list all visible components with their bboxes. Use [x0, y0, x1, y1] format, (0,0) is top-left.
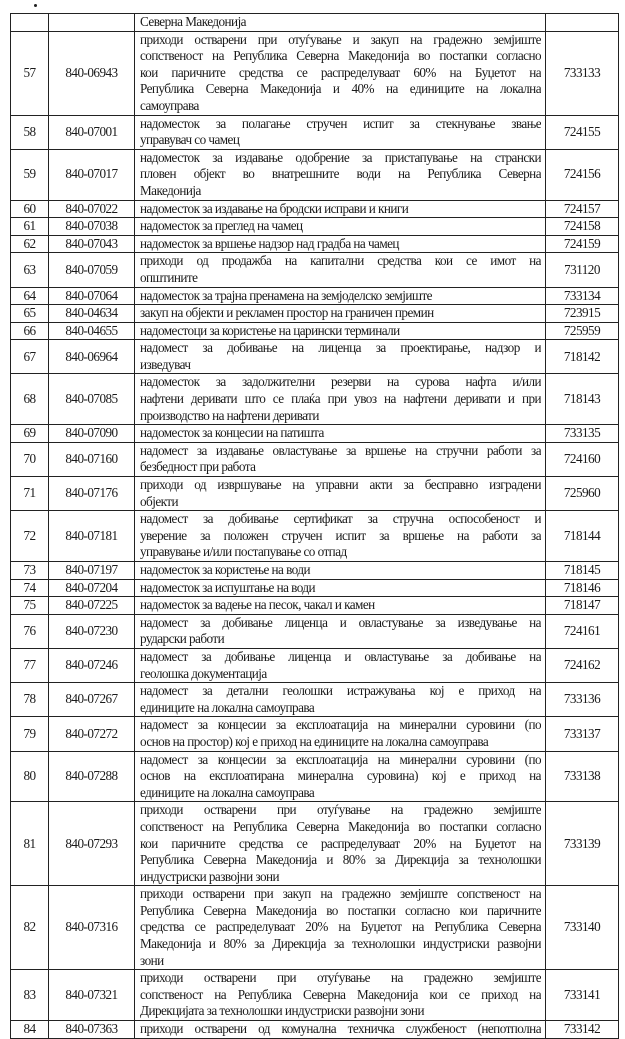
scan-speck	[34, 4, 37, 7]
description-line: Македонија и 80% за Дирекција за технолошки индустриски развојни	[140, 936, 541, 952]
row-number: 74	[11, 579, 49, 597]
description-line: надоместок за вадење на песок, чакал и камен	[140, 597, 375, 613]
revenue-description	[135, 425, 546, 443]
description-line: надомест за концесии за експлоатација на минерални суровини (по	[140, 751, 541, 767]
table-row	[11, 253, 619, 287]
description-line: Република Северна Македонија во постапки согласно кои паричните	[140, 902, 541, 918]
revenue-code: 840-07090	[49, 425, 135, 443]
row-number: 57	[11, 31, 49, 115]
description-line: приходи остварени при отуѓување на градежно земјиште	[140, 970, 541, 986]
account-number: 733137	[546, 717, 619, 751]
account-number: 724157	[546, 200, 619, 218]
revenue-description	[135, 511, 546, 562]
account-number: 724156	[546, 149, 619, 200]
revenue-code: 840-07001	[49, 115, 135, 149]
table-row	[11, 648, 619, 682]
account-number: 718146	[546, 579, 619, 597]
description-line: единиците на локална самоуправа	[140, 784, 315, 800]
description-line: надоместок за вршење надзор над градба на чамец	[140, 235, 399, 251]
description-line: приходи од продажба на капитални средства кои се имот на	[140, 253, 541, 269]
description-line: надомест за добивање лиценца и овластување за изведување на	[140, 614, 541, 630]
description-line: Република Северна Македонија и 80% за Дирекција за технолошки	[140, 852, 541, 868]
revenue-description	[135, 253, 546, 287]
revenue-description	[135, 886, 546, 970]
description-line: надоместок за задолжителни резерви на сурова нафта и/или	[140, 374, 541, 390]
account-number: 725960	[546, 477, 619, 511]
revenue-code: 840-07363	[49, 1021, 135, 1039]
table-row	[11, 802, 619, 886]
row-number: 62	[11, 235, 49, 253]
description-line: надоместок за концесии на патишта	[140, 425, 324, 441]
revenue-code: 840-07293	[49, 802, 135, 886]
revenue-code	[49, 14, 135, 32]
row-number: 71	[11, 477, 49, 511]
revenue-description	[135, 322, 546, 340]
row-number: 67	[11, 340, 49, 374]
revenue-code: 840-06943	[49, 31, 135, 115]
description-line: надоместок за издавање на бродски исправи и книги	[140, 200, 409, 216]
row-number: 64	[11, 287, 49, 305]
description-line: рударски работи	[140, 631, 225, 647]
account-number: 733141	[546, 970, 619, 1021]
account-number: 718143	[546, 374, 619, 425]
description-line: единиците на локална самоуправа	[140, 699, 315, 715]
revenue-code: 840-07230	[49, 614, 135, 648]
revenue-code: 840-07267	[49, 683, 135, 717]
row-number: 73	[11, 562, 49, 580]
row-number: 76	[11, 614, 49, 648]
table-row	[11, 511, 619, 562]
description-line: Дирекцијата за технолошки индустриски развојни зони	[140, 1003, 424, 1019]
revenue-description	[135, 597, 546, 615]
account-number: 733138	[546, 751, 619, 802]
revenue-description	[135, 751, 546, 802]
revenue-code: 840-07160	[49, 442, 135, 476]
description-line: сопственост на Република Северна Македонија во постапки согласно	[140, 818, 541, 834]
revenue-code: 840-07181	[49, 511, 135, 562]
description-line: Република Северна Македонија и 40% на единиците на локална	[140, 81, 541, 97]
revenue-description	[135, 802, 546, 886]
table-row	[11, 31, 619, 115]
revenue-code: 840-07272	[49, 717, 135, 751]
revenue-description	[135, 442, 546, 476]
description-line: зони	[140, 952, 164, 968]
description-line: нафтени деривати што се плаќа при увоз на нафтени деривати и при	[140, 391, 541, 407]
description-line: надомест за добивање сертификат за стручна оспособеност и	[140, 511, 541, 527]
row-number: 83	[11, 970, 49, 1021]
description-line: надоместок за издавање одобрение за пристапување на странски	[140, 149, 541, 165]
row-number: 70	[11, 442, 49, 476]
revenue-description	[135, 562, 546, 580]
table-row	[11, 442, 619, 476]
table-row	[11, 200, 619, 218]
revenue-code: 840-07288	[49, 751, 135, 802]
revenue-code: 840-06964	[49, 340, 135, 374]
account-number: 733140	[546, 886, 619, 970]
description-line: пловен објект во внатрешните води на Република Северна	[140, 166, 541, 182]
account-number: 733134	[546, 287, 619, 305]
description-line: безбедност при работа	[140, 459, 256, 475]
revenue-description	[135, 340, 546, 374]
description-line: надоместок за користење на води	[140, 562, 311, 577]
description-line: изведувач	[140, 356, 191, 372]
description-line: кои паричните средства се распределуваат 60% на Буџетот на	[140, 64, 541, 80]
account-number: 724159	[546, 235, 619, 253]
description-line: основ на експлоатирана минерална суровина) кој е приход на	[140, 768, 541, 784]
account-number: 718144	[546, 511, 619, 562]
row-number: 60	[11, 200, 49, 218]
revenue-description	[135, 14, 546, 32]
account-number: 731120	[546, 253, 619, 287]
revenue-code: 840-07022	[49, 200, 135, 218]
revenue-code: 840-07246	[49, 648, 135, 682]
account-number: 723915	[546, 305, 619, 323]
revenue-description	[135, 200, 546, 218]
description-line: основ на простор) кој е приход на единиците на локална самоуправа	[140, 733, 489, 749]
description-line: средства се распределуваат 20% на Буџетот на Република Северна	[140, 919, 541, 935]
account-number: 724162	[546, 648, 619, 682]
table-row	[11, 287, 619, 305]
description-line: сопственост на Република Северна Македонија кои се приход на	[140, 986, 541, 1002]
revenue-description	[135, 235, 546, 253]
row-number: 63	[11, 253, 49, 287]
description-line: надомест за концесии за експлоатација на минерални суровини (по	[140, 717, 541, 733]
row-number: 75	[11, 597, 49, 615]
row-number: 81	[11, 802, 49, 886]
account-number: 733139	[546, 802, 619, 886]
account-number: 725959	[546, 322, 619, 340]
revenue-description	[135, 579, 546, 597]
table-row	[11, 322, 619, 340]
description-line: самоуправа	[140, 97, 199, 113]
row-number: 65	[11, 305, 49, 323]
revenue-description	[135, 305, 546, 323]
table-row	[11, 115, 619, 149]
table-row	[11, 477, 619, 511]
revenue-code: 840-07204	[49, 579, 135, 597]
row-number: 84	[11, 1021, 49, 1039]
description-line: приходи остварени при отуѓување и закуп на градежно земјиште	[140, 31, 541, 47]
revenue-description	[135, 717, 546, 751]
revenue-description	[135, 683, 546, 717]
table-row	[11, 579, 619, 597]
revenue-code: 840-07321	[49, 970, 135, 1021]
account-number: 724160	[546, 442, 619, 476]
revenue-description	[135, 31, 546, 115]
revenue-code: 840-07043	[49, 235, 135, 253]
description-line: објекти	[140, 493, 179, 509]
revenue-code: 840-07197	[49, 562, 135, 580]
revenue-code: 840-04655	[49, 322, 135, 340]
account-number: 724155	[546, 115, 619, 149]
revenue-description	[135, 614, 546, 648]
row-number: 79	[11, 717, 49, 751]
revenue-code: 840-07017	[49, 149, 135, 200]
revenue-description	[135, 287, 546, 305]
description-line: управувач со чамец	[140, 132, 240, 148]
account-number: 718145	[546, 562, 619, 580]
row-number: 66	[11, 322, 49, 340]
description-line: надомест за добивање на лиценца за проектирање, надзор и	[140, 340, 541, 356]
account-number: 733133	[546, 31, 619, 115]
revenue-code: 840-07176	[49, 477, 135, 511]
account-number: 733142	[546, 1021, 619, 1039]
table-row	[11, 235, 619, 253]
table-row	[11, 1021, 619, 1039]
account-number: 718147	[546, 597, 619, 615]
table-row	[11, 218, 619, 236]
table-row	[11, 886, 619, 970]
account-number: 733135	[546, 425, 619, 443]
revenue-description	[135, 1021, 546, 1039]
account-number: 724158	[546, 218, 619, 236]
row-number: 77	[11, 648, 49, 682]
table-row	[11, 717, 619, 751]
description-line: индустриски развојни зони	[140, 868, 280, 884]
table-row	[11, 340, 619, 374]
description-line: надомест за детални геолошки истражувања кој е приход на	[140, 683, 541, 699]
description-line: надомест за издавање овластување за вршење на стручни работи за	[140, 442, 541, 458]
revenue-code: 840-07316	[49, 886, 135, 970]
description-line: уверение за положен стручен испит за вршење на работи за	[140, 527, 541, 543]
description-line: Македонија	[140, 182, 201, 198]
row-number: 78	[11, 683, 49, 717]
description-line: приходи од извршување на управни акти за бесправно изградени	[140, 477, 541, 493]
revenue-code: 840-07064	[49, 287, 135, 305]
table-row	[11, 149, 619, 200]
row-number: 82	[11, 886, 49, 970]
table-row	[11, 597, 619, 615]
description-line: кои паричните средства се распределуваат 20% на Буџетот на	[140, 835, 541, 851]
description-line: приходи остварени при отуѓување на градежно земјиште	[140, 802, 541, 818]
table-row	[11, 751, 619, 802]
revenue-description	[135, 149, 546, 200]
revenue-code: 840-07225	[49, 597, 135, 615]
account-number: 733136	[546, 683, 619, 717]
table-row	[11, 14, 619, 32]
row-number: 68	[11, 374, 49, 425]
account-number: 724161	[546, 614, 619, 648]
description-line: управување и/или постапување со отпад	[140, 544, 347, 560]
revenue-description	[135, 970, 546, 1021]
row-number: 80	[11, 751, 49, 802]
revenue-code: 840-07085	[49, 374, 135, 425]
row-number: 61	[11, 218, 49, 236]
description-line: приходи остварени од комунална техничка службеност (непотполна	[140, 1021, 541, 1037]
description-line: Северна Македонија	[140, 14, 246, 29]
description-line: надоместок за полагање стручен испит за стекнување звање	[140, 115, 541, 131]
table-row	[11, 425, 619, 443]
row-number	[11, 14, 49, 32]
description-line: приходи остварени при закуп на градежно земјиште сопственост на	[140, 886, 541, 902]
description-line: надоместоци за користење на царински терминали	[140, 322, 400, 338]
row-number: 69	[11, 425, 49, 443]
table-row	[11, 374, 619, 425]
revenue-description	[135, 477, 546, 511]
revenue-code: 840-07059	[49, 253, 135, 287]
description-line: закуп на објекти и рекламен простор на граничен премин	[140, 305, 434, 321]
revenue-description	[135, 374, 546, 425]
account-number: 718142	[546, 340, 619, 374]
revenue-description	[135, 115, 546, 149]
table-row	[11, 683, 619, 717]
description-line: надоместок за преглед на чамец	[140, 218, 303, 234]
table-row	[11, 562, 619, 580]
table-row	[11, 305, 619, 323]
table-row	[11, 614, 619, 648]
description-line: надоместок за трајна пренамена на земјоделско земјиште	[140, 287, 432, 303]
revenue-accounts-table	[10, 13, 619, 1039]
description-line: сопственост на Република Северна Македонија во постапки согласно	[140, 48, 541, 64]
revenue-code: 840-07038	[49, 218, 135, 236]
description-line: производство на нафтени деривати	[140, 407, 319, 423]
revenue-description	[135, 218, 546, 236]
revenue-code: 840-04634	[49, 305, 135, 323]
table-row	[11, 970, 619, 1021]
account-number	[546, 14, 619, 32]
description-line: општините	[140, 269, 198, 285]
description-line: геолошка документација	[140, 665, 267, 681]
description-line: надоместок за испуштање на води	[140, 579, 316, 595]
row-number: 59	[11, 149, 49, 200]
row-number: 72	[11, 511, 49, 562]
revenue-description	[135, 648, 546, 682]
description-line: надомест за добивање лиценца и овластување за добивање на	[140, 648, 541, 664]
row-number: 58	[11, 115, 49, 149]
